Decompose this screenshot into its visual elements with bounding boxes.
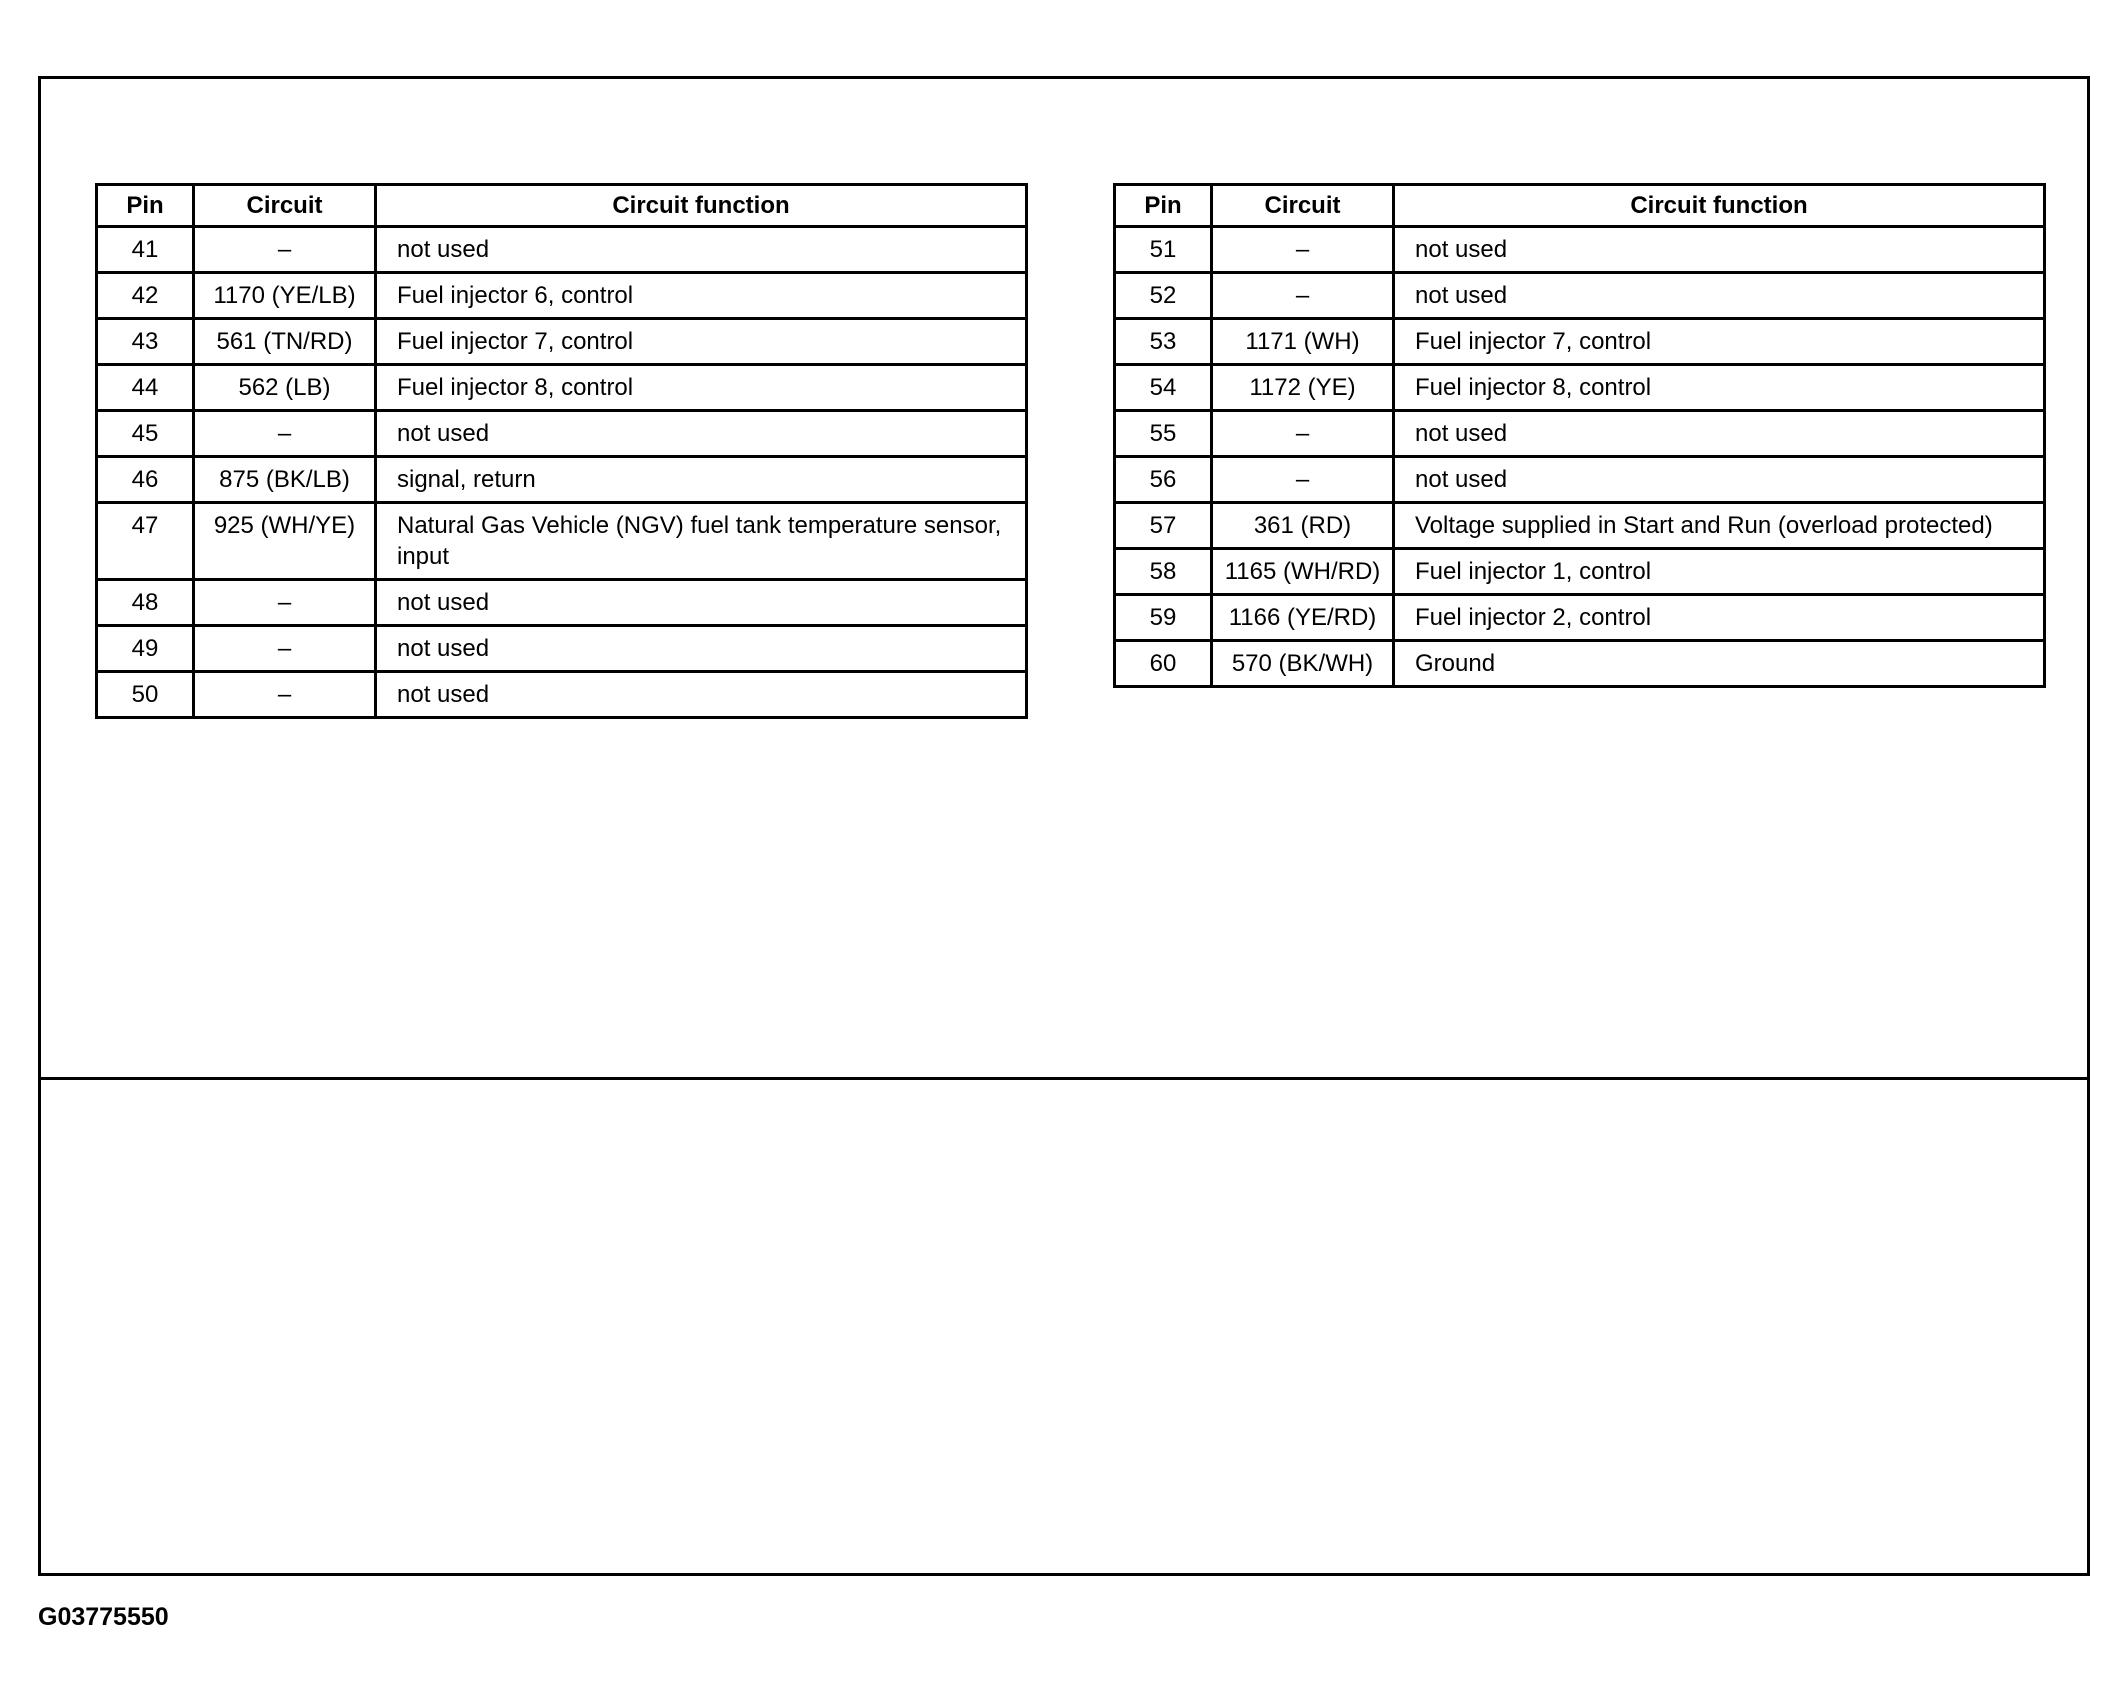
circuit-cell: 1165 (WH/RD) bbox=[1212, 549, 1394, 595]
pin-cell: 57 bbox=[1115, 503, 1212, 549]
table-row bbox=[1115, 227, 2045, 273]
table-row bbox=[1115, 273, 2045, 319]
pinout-table-left bbox=[95, 183, 1028, 719]
circuit-cell: – bbox=[194, 411, 376, 457]
table-row bbox=[97, 457, 1027, 503]
function-cell: Fuel injector 8, control bbox=[376, 365, 1027, 411]
pin-cell: 55 bbox=[1115, 411, 1212, 457]
pin-cell: 48 bbox=[97, 580, 194, 626]
pin-cell: 51 bbox=[1115, 227, 1212, 273]
pin-cell: 50 bbox=[97, 672, 194, 718]
table-row bbox=[1115, 365, 2045, 411]
table-row bbox=[1115, 503, 2045, 549]
pin-cell: 60 bbox=[1115, 641, 1212, 687]
circuit-function-header: Circuit function bbox=[376, 185, 1027, 227]
circuit-cell: – bbox=[1212, 411, 1394, 457]
pinout-table-right bbox=[1113, 183, 2046, 688]
function-cell: not used bbox=[1394, 273, 2045, 319]
pin-cell: 45 bbox=[97, 411, 194, 457]
function-cell: Fuel injector 7, control bbox=[1394, 319, 2045, 365]
table-row bbox=[97, 227, 1027, 273]
pin-cell: 54 bbox=[1115, 365, 1212, 411]
pin-cell: 52 bbox=[1115, 273, 1212, 319]
function-cell: Natural Gas Vehicle (NGV) fuel tank temperature sensor, input bbox=[376, 503, 1027, 580]
circuit-cell: 570 (BK/WH) bbox=[1212, 641, 1394, 687]
circuit-header: Circuit bbox=[194, 185, 376, 227]
pin-cell: 56 bbox=[1115, 457, 1212, 503]
function-cell: not used bbox=[1394, 411, 2045, 457]
table-row bbox=[97, 319, 1027, 365]
document-frame bbox=[38, 76, 2090, 1576]
section-divider bbox=[41, 1077, 2087, 1080]
circuit-cell: 1166 (YE/RD) bbox=[1212, 595, 1394, 641]
table-row bbox=[1115, 549, 2045, 595]
table-row bbox=[1115, 319, 2045, 365]
circuit-cell: 875 (BK/LB) bbox=[194, 457, 376, 503]
function-cell: not used bbox=[376, 672, 1027, 718]
function-cell: Ground bbox=[1394, 641, 2045, 687]
circuit-cell: – bbox=[194, 672, 376, 718]
function-cell: not used bbox=[376, 227, 1027, 273]
function-cell: signal, return bbox=[376, 457, 1027, 503]
function-cell: not used bbox=[1394, 227, 2045, 273]
table-row bbox=[97, 411, 1027, 457]
table-header-row bbox=[1115, 185, 2045, 227]
table-row bbox=[97, 503, 1027, 580]
pin-cell: 43 bbox=[97, 319, 194, 365]
circuit-cell: 1172 (YE) bbox=[1212, 365, 1394, 411]
function-cell: Fuel injector 2, control bbox=[1394, 595, 2045, 641]
pin-cell: 58 bbox=[1115, 549, 1212, 595]
pin-cell: 42 bbox=[97, 273, 194, 319]
pin-header: Pin bbox=[1115, 185, 1212, 227]
table-row bbox=[1115, 595, 2045, 641]
circuit-cell: 562 (LB) bbox=[194, 365, 376, 411]
circuit-cell: 361 (RD) bbox=[1212, 503, 1394, 549]
circuit-function-header: Circuit function bbox=[1394, 185, 2045, 227]
table-row bbox=[1115, 457, 2045, 503]
pin-cell: 44 bbox=[97, 365, 194, 411]
table-header-row bbox=[97, 185, 1027, 227]
table-row bbox=[97, 672, 1027, 718]
function-cell: Fuel injector 8, control bbox=[1394, 365, 2045, 411]
table-row bbox=[1115, 411, 2045, 457]
function-cell: not used bbox=[376, 580, 1027, 626]
pin-header: Pin bbox=[97, 185, 194, 227]
circuit-cell: – bbox=[194, 227, 376, 273]
pin-cell: 47 bbox=[97, 503, 194, 580]
circuit-cell: 925 (WH/YE) bbox=[194, 503, 376, 580]
circuit-cell: 1171 (WH) bbox=[1212, 319, 1394, 365]
table-row bbox=[97, 626, 1027, 672]
circuit-cell: 561 (TN/RD) bbox=[194, 319, 376, 365]
function-cell: Fuel injector 6, control bbox=[376, 273, 1027, 319]
circuit-cell: – bbox=[1212, 227, 1394, 273]
circuit-cell: 1170 (YE/LB) bbox=[194, 273, 376, 319]
table-row bbox=[97, 273, 1027, 319]
pin-cell: 53 bbox=[1115, 319, 1212, 365]
pin-cell: 41 bbox=[97, 227, 194, 273]
circuit-cell: – bbox=[1212, 457, 1394, 503]
figure-id: G03775550 bbox=[38, 1603, 169, 1631]
function-cell: not used bbox=[376, 411, 1027, 457]
function-cell: Fuel injector 1, control bbox=[1394, 549, 2045, 595]
table-row bbox=[97, 365, 1027, 411]
function-cell: Voltage supplied in Start and Run (overload protected) bbox=[1394, 503, 2045, 549]
table-row bbox=[97, 580, 1027, 626]
pin-cell: 46 bbox=[97, 457, 194, 503]
circuit-cell: – bbox=[1212, 273, 1394, 319]
pin-cell: 59 bbox=[1115, 595, 1212, 641]
pin-cell: 49 bbox=[97, 626, 194, 672]
function-cell: not used bbox=[376, 626, 1027, 672]
function-cell: not used bbox=[1394, 457, 2045, 503]
circuit-cell: – bbox=[194, 580, 376, 626]
function-cell: Fuel injector 7, control bbox=[376, 319, 1027, 365]
circuit-header: Circuit bbox=[1212, 185, 1394, 227]
circuit-cell: – bbox=[194, 626, 376, 672]
table-row bbox=[1115, 641, 2045, 687]
